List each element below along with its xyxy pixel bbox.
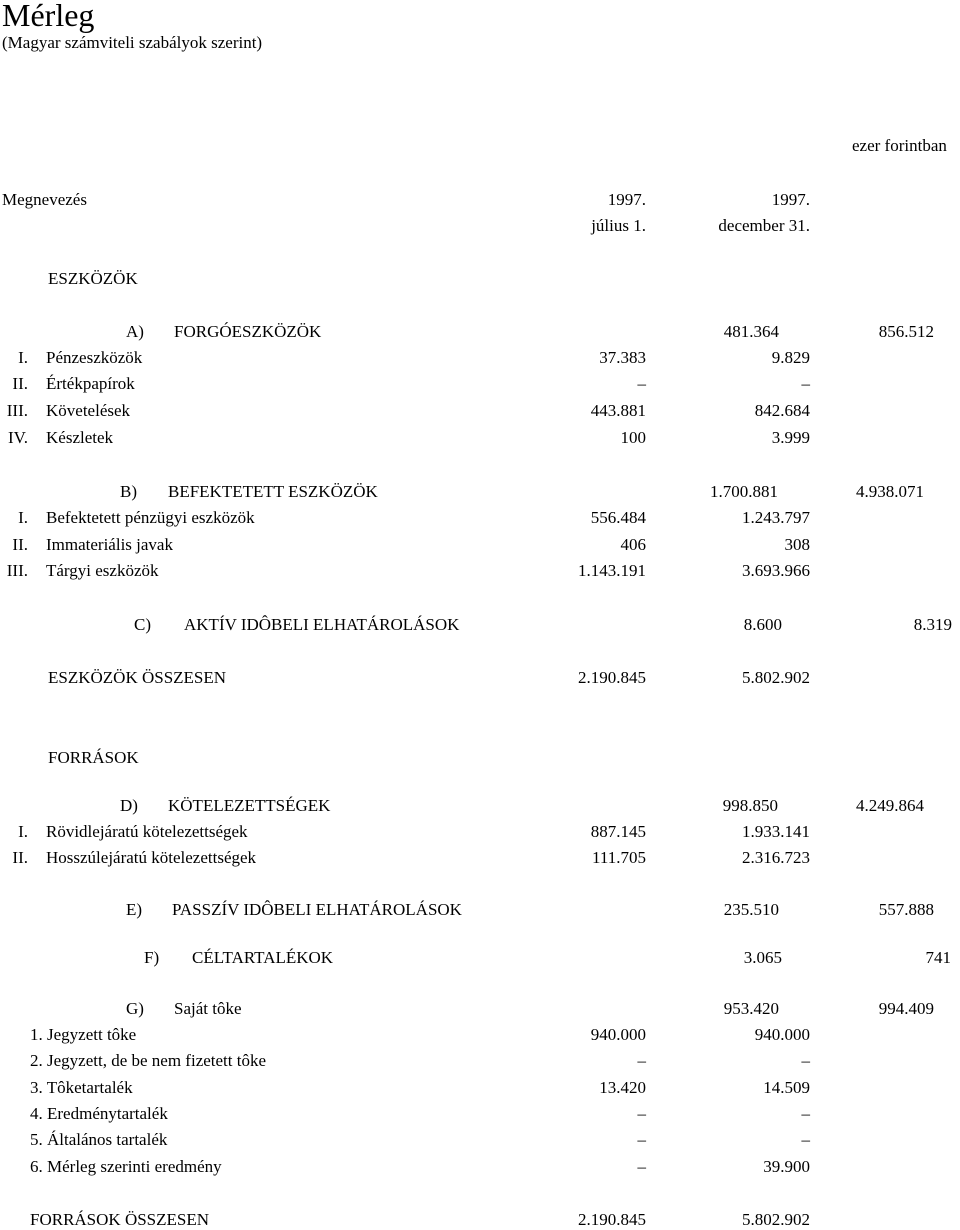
row-value-1: 37.383 — [599, 348, 646, 367]
row-label: Követelések — [46, 401, 131, 420]
unit-label: ezer forintban — [852, 136, 947, 155]
row-value-2: – — [801, 374, 810, 393]
liabilities-total-value-1: 2.190.845 — [578, 1210, 646, 1229]
liabilities-heading: FORRÁSOK — [48, 748, 139, 767]
row-label: Értékpapírok — [46, 374, 135, 393]
section-b-letter: B) — [120, 482, 137, 501]
row-label: Rövidlejáratú kötelezettségek — [46, 822, 248, 841]
assets-total-label: ESZKÖZÖK ÖSSZESEN — [48, 668, 227, 687]
row-value-2: 39.900 — [763, 1157, 810, 1176]
section-c-letter: C) — [134, 615, 151, 634]
row-value-1: 111.705 — [592, 848, 646, 867]
row-number: I. — [18, 348, 28, 367]
assets-total-value-2: 5.802.902 — [742, 668, 810, 687]
row-value-2: – — [801, 1104, 810, 1123]
row-value-2: 308 — [784, 535, 810, 554]
row-number: II. — [12, 848, 28, 867]
page-title: Mérleg — [2, 0, 95, 33]
row-value-2: 3.999 — [771, 428, 810, 447]
row-label: Tárgyi eszközök — [46, 561, 159, 580]
section-a-letter: A) — [126, 322, 144, 341]
column-header-year-2: 1997. — [771, 190, 810, 209]
row-value-2: – — [801, 1130, 810, 1149]
column-header-date-1: július 1. — [591, 216, 646, 235]
row-value-1: – — [637, 1051, 646, 1070]
row-number: IV. — [8, 428, 28, 447]
row-label: 1. Jegyzett tôke — [30, 1025, 137, 1044]
section-d-label: KÖTELEZETTSÉGEK — [168, 796, 331, 815]
section-e-letter: E) — [126, 900, 143, 919]
row-label: Készletek — [46, 428, 114, 447]
section-e-value-1: 235.510 — [723, 900, 779, 919]
row-label: Befektetett pénzügyi eszközök — [46, 508, 255, 527]
row-number: I. — [18, 508, 28, 527]
row-value-2: 1.243.797 — [742, 508, 810, 527]
row-value-2: 9.829 — [771, 348, 810, 367]
section-f-value-2: 741 — [925, 948, 951, 967]
section-d-value-2: 4.249.864 — [856, 796, 924, 815]
row-label: 6. Mérleg szerinti eredmény — [30, 1157, 222, 1176]
row-value-1: 443.881 — [590, 401, 646, 420]
row-label: 3. Tôketartalék — [30, 1078, 133, 1097]
section-f-value-1: 3.065 — [743, 948, 782, 967]
section-a-value-2: 856.512 — [878, 322, 934, 341]
row-value-1: – — [637, 374, 646, 393]
row-number: III. — [6, 401, 28, 420]
row-value-1: 100 — [620, 428, 646, 447]
row-value-2: – — [801, 1051, 810, 1070]
row-value-1: 13.420 — [599, 1078, 646, 1097]
section-c-value-1: 8.600 — [743, 615, 782, 634]
row-value-2: 1.933.141 — [742, 822, 810, 841]
row-value-1: 940.000 — [590, 1025, 646, 1044]
section-f-letter: F) — [144, 948, 160, 967]
row-value-2: 3.693.966 — [742, 561, 810, 580]
row-number: III. — [6, 561, 28, 580]
section-b-value-2: 4.938.071 — [856, 482, 924, 501]
section-g-label: Saját tôke — [174, 999, 242, 1018]
section-a-label: FORGÓESZKÖZÖK — [174, 322, 322, 341]
column-header-name: Megnevezés — [2, 190, 87, 209]
section-e-value-2: 557.888 — [878, 900, 934, 919]
section-g-letter: G) — [126, 999, 144, 1018]
section-c-label: AKTÍV IDÔBELI ELHATÁROLÁSOK — [184, 615, 460, 634]
section-g-value-2: 994.409 — [878, 999, 934, 1018]
section-b-value-1: 1.700.881 — [710, 482, 778, 501]
row-label: 4. Eredménytartalék — [30, 1104, 168, 1123]
row-value-2: 842.684 — [754, 401, 810, 420]
section-d-value-1: 998.850 — [722, 796, 778, 815]
column-header-date-2: december 31. — [718, 216, 810, 235]
row-value-1: 406 — [620, 535, 646, 554]
section-f-label: CÉLTARTALÉKOK — [192, 948, 334, 967]
row-label: Pénzeszközök — [46, 348, 143, 367]
section-a-value-1: 481.364 — [723, 322, 779, 341]
section-b-label: BEFEKTETETT ESZKÖZÖK — [168, 482, 378, 501]
liabilities-total-value-2: 5.802.902 — [742, 1210, 810, 1229]
row-value-2: 14.509 — [763, 1078, 810, 1097]
row-value-1: 887.145 — [590, 822, 646, 841]
liabilities-total-label: FORRÁSOK ÖSSZESEN — [30, 1210, 210, 1229]
row-label: Hosszúlejáratú kötelezettségek — [46, 848, 257, 867]
row-label: 2. Jegyzett, de be nem fizetett tôke — [30, 1051, 267, 1070]
row-value-1: – — [637, 1104, 646, 1123]
row-label: Immateriális javak — [46, 535, 173, 554]
column-header-year-1: 1997. — [607, 190, 646, 209]
row-label: 5. Általános tartalék — [30, 1130, 168, 1149]
page-subtitle: (Magyar számviteli szabályok szerint) — [2, 33, 263, 52]
row-number: II. — [12, 535, 28, 554]
section-c-value-2: 8.319 — [913, 615, 952, 634]
assets-heading: ESZKÖZÖK — [48, 269, 138, 288]
row-value-1: 556.484 — [590, 508, 646, 527]
row-value-2: 940.000 — [754, 1025, 810, 1044]
row-value-2: 2.316.723 — [742, 848, 810, 867]
row-number: I. — [18, 822, 28, 841]
row-number: II. — [12, 374, 28, 393]
section-d-letter: D) — [120, 796, 138, 815]
section-g-value-1: 953.420 — [723, 999, 779, 1018]
assets-total-value-1: 2.190.845 — [578, 668, 646, 687]
section-e-label: PASSZÍV IDÔBELI ELHATÁROLÁSOK — [172, 900, 462, 919]
row-value-1: 1.143.191 — [578, 561, 646, 580]
row-value-1: – — [637, 1157, 646, 1176]
row-value-1: – — [637, 1130, 646, 1149]
